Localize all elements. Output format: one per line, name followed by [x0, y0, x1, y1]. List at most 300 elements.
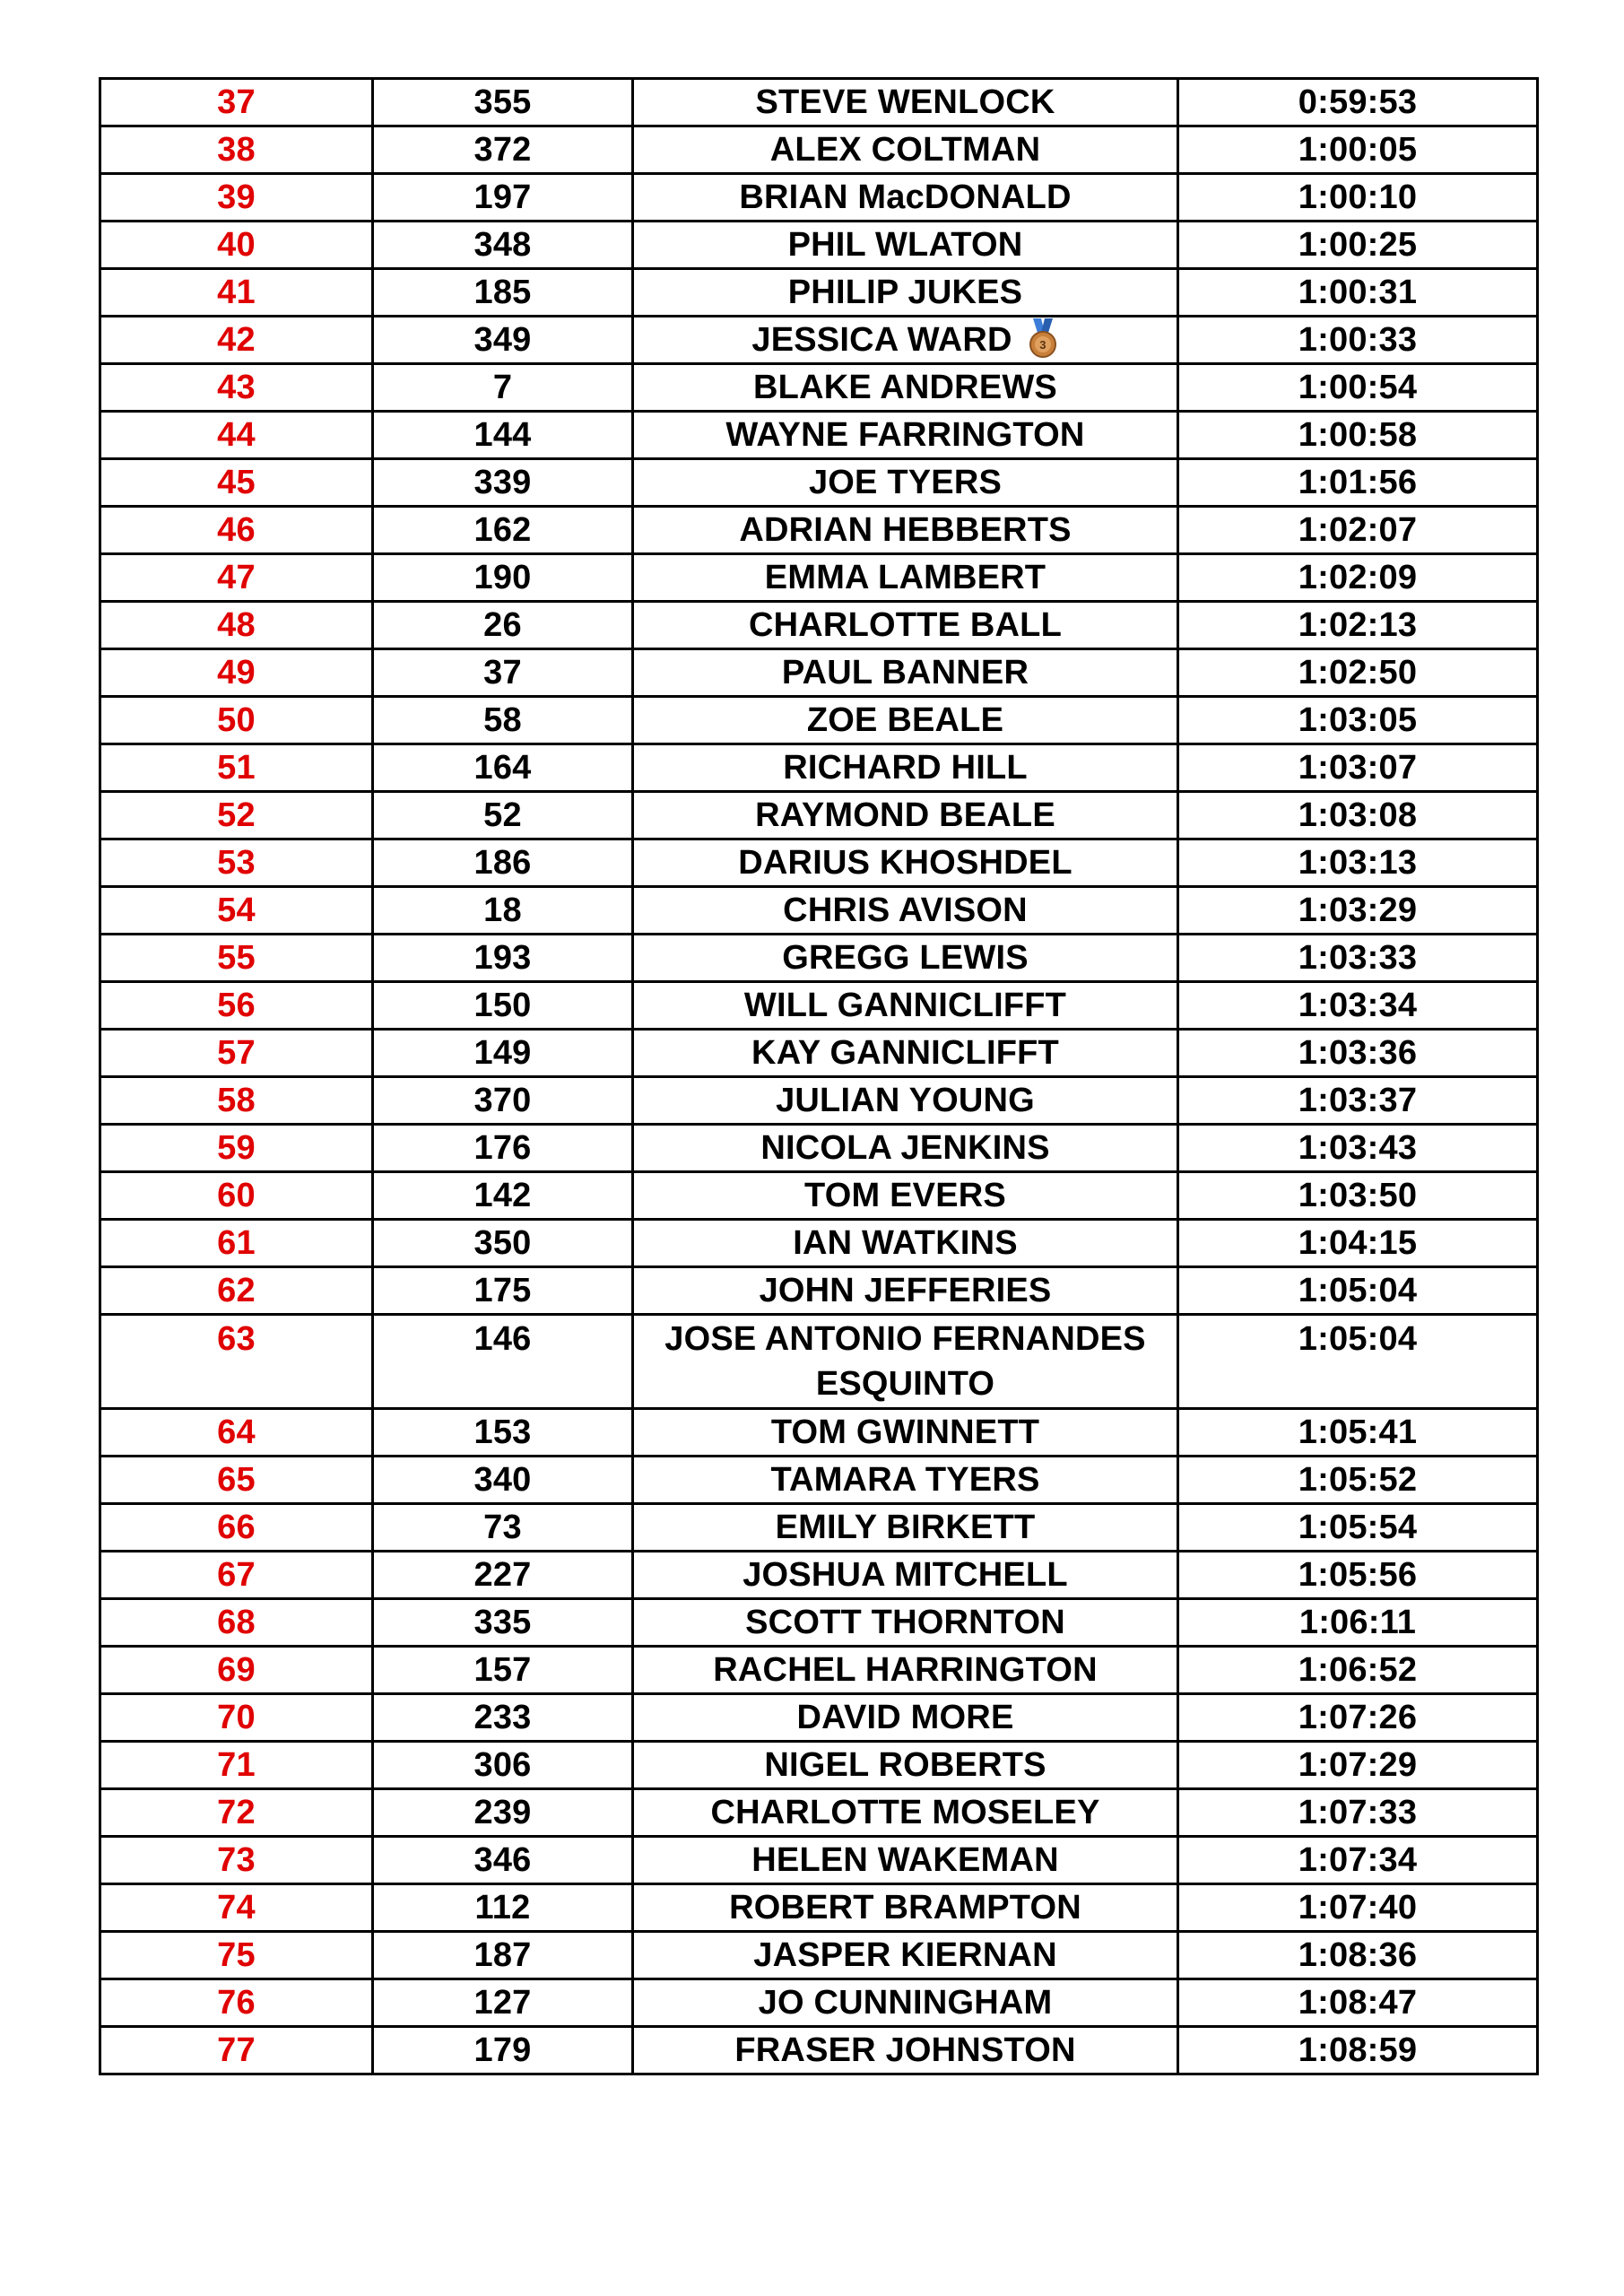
runner-name-cell	[633, 222, 1178, 269]
table-row	[100, 1125, 1538, 1172]
bib-number-text: 112	[474, 1889, 531, 1926]
position-text: 62	[217, 1272, 256, 1309]
bib-number-cell	[373, 602, 633, 649]
table-row	[100, 1267, 1538, 1315]
bib-number-text: 153	[473, 1413, 532, 1451]
runner-name-cell	[633, 697, 1178, 744]
finish-time-text: 1:07:34	[1298, 1841, 1418, 1879]
bib-number-cell	[373, 1125, 633, 1172]
bib-number-text: 175	[473, 1272, 532, 1309]
runner-name-cell	[633, 839, 1178, 887]
position-text: 65	[217, 1461, 256, 1499]
finish-time-cell	[1178, 1220, 1538, 1267]
bib-number-cell	[373, 935, 633, 982]
table-row	[100, 1552, 1538, 1599]
finish-time-text: 1:03:33	[1298, 939, 1418, 977]
bib-number-cell	[373, 1220, 633, 1267]
runner-name-cell	[633, 1599, 1178, 1647]
table-row	[100, 1932, 1538, 1979]
finish-time-cell	[1178, 412, 1538, 459]
runner-name-text: WILL GANNICLIFFT	[743, 987, 1067, 1024]
results-table	[99, 77, 1539, 2075]
table-row	[100, 364, 1538, 412]
finish-time-cell	[1178, 1125, 1538, 1172]
finish-time-text: 1:05:56	[1298, 1556, 1418, 1594]
runner-name-cell	[633, 1030, 1178, 1077]
runner-name-cell	[633, 126, 1178, 174]
position-text: 39	[217, 178, 256, 216]
runner-name-cell	[633, 1172, 1178, 1220]
position-cell	[100, 935, 373, 982]
bib-number-cell	[373, 1837, 633, 1884]
runner-name-cell	[633, 1125, 1178, 1172]
table-row	[100, 126, 1538, 174]
position-text: 61	[217, 1224, 256, 1262]
bib-number-text: 233	[473, 1699, 532, 1736]
runner-name-text: TOM EVERS	[804, 1177, 1006, 1214]
runner-name-text: FRASER JOHNSTON	[734, 2031, 1076, 2069]
bib-number-text: 185	[473, 274, 532, 311]
bib-number-text: 52	[483, 796, 522, 834]
runner-name-text: PAUL BANNER	[781, 654, 1029, 691]
table-row	[100, 1030, 1538, 1077]
bib-number-cell	[373, 1267, 633, 1315]
medal-number: 3	[1038, 337, 1046, 352]
position-cell	[100, 602, 373, 649]
bib-number-text: 349	[473, 321, 532, 359]
position-cell	[100, 1599, 373, 1647]
runner-name-cell	[633, 507, 1178, 554]
bib-number-cell	[373, 317, 633, 364]
runner-name-cell	[633, 269, 1178, 317]
runner-name-text: JASPER KIERNAN	[753, 1936, 1057, 1974]
position-text: 77	[217, 2031, 256, 2069]
runner-name-cell	[633, 1932, 1178, 1979]
finish-time-text: 1:00:58	[1298, 416, 1418, 454]
position-text: 67	[217, 1556, 256, 1594]
runner-name-text: EMILY BIRKETT	[775, 1509, 1036, 1546]
runner-name-text: PHILIP JUKES	[787, 274, 1023, 311]
bib-number-cell	[373, 1552, 633, 1599]
runner-name-text: TAMARA TYERS	[770, 1461, 1040, 1499]
position-text: 57	[217, 1034, 256, 1072]
finish-time-cell	[1178, 1172, 1538, 1220]
bib-number-cell	[373, 697, 633, 744]
runner-name-text: EMMA LAMBERT	[764, 559, 1046, 596]
table-row	[100, 839, 1538, 887]
position-cell	[100, 887, 373, 935]
table-row	[100, 697, 1538, 744]
table-row	[100, 79, 1538, 126]
runner-name-text: RICHARD HILL	[783, 749, 1028, 787]
runner-name-cell	[633, 982, 1178, 1030]
runner-name-text: RAYMOND BEALE	[755, 796, 1055, 834]
position-cell	[100, 317, 373, 364]
table-row	[100, 222, 1538, 269]
position-text: 44	[217, 416, 256, 454]
runner-name-cell	[633, 887, 1178, 935]
bib-number-text: 58	[483, 701, 522, 739]
finish-time-text: 1:03:08	[1298, 796, 1418, 834]
table-row	[100, 1077, 1538, 1125]
bib-number-text: 162	[473, 511, 532, 549]
finish-time-text: 1:00:31	[1298, 274, 1418, 311]
position-text: 38	[217, 131, 256, 169]
runner-name-cell	[633, 1315, 1178, 1409]
runner-name-text: ADRIAN HEBBERTS	[739, 511, 1072, 549]
finish-time-text: 1:00:54	[1298, 369, 1418, 406]
bib-number-cell	[373, 554, 633, 602]
bib-number-cell	[373, 649, 633, 697]
position-cell	[100, 1789, 373, 1837]
position-text: 69	[217, 1651, 256, 1689]
finish-time-cell	[1178, 269, 1538, 317]
position-text: 45	[217, 464, 256, 501]
runner-name-text: STEVE WENLOCK	[755, 83, 1055, 121]
bib-number-cell	[373, 1315, 633, 1409]
runner-name-text: PHIL WLATON	[787, 226, 1023, 264]
bib-number-text: 227	[473, 1556, 532, 1594]
bib-number-cell	[373, 1030, 633, 1077]
runner-name-cell	[633, 792, 1178, 839]
finish-time-cell	[1178, 554, 1538, 602]
finish-time-cell	[1178, 792, 1538, 839]
finish-time-cell	[1178, 317, 1538, 364]
position-cell	[100, 744, 373, 792]
finish-time-cell	[1178, 1742, 1538, 1789]
runner-name-cell	[633, 1504, 1178, 1552]
position-cell	[100, 1267, 373, 1315]
finish-time-cell	[1178, 1457, 1538, 1504]
runner-name-text: IAN WATKINS	[793, 1224, 1018, 1262]
bib-number-cell	[373, 222, 633, 269]
bib-number-text: 372	[473, 131, 532, 169]
position-cell	[100, 839, 373, 887]
position-text: 46	[217, 511, 256, 549]
runner-name-cell	[633, 1647, 1178, 1694]
bib-number-text: 340	[473, 1461, 532, 1499]
finish-time-text: 1:02:50	[1298, 654, 1418, 691]
runner-name-cell	[633, 744, 1178, 792]
position-text: 64	[217, 1413, 256, 1451]
position-cell	[100, 1837, 373, 1884]
bib-number-text: 176	[473, 1129, 532, 1167]
bib-number-text: 7	[492, 369, 513, 406]
position-text: 54	[217, 891, 256, 929]
position-text: 50	[217, 701, 256, 739]
bib-number-text: 18	[483, 891, 522, 929]
bib-number-text: 348	[473, 226, 532, 264]
finish-time-cell	[1178, 1267, 1538, 1315]
bib-number-text: 197	[473, 178, 532, 216]
table-row	[100, 1457, 1538, 1504]
position-text: 42	[217, 321, 256, 359]
bib-number-cell	[373, 744, 633, 792]
bib-number-cell	[373, 2027, 633, 2074]
bib-number-text: 157	[473, 1651, 532, 1689]
position-text: 59	[217, 1129, 256, 1167]
runner-name-cell	[633, 174, 1178, 222]
position-text: 72	[217, 1794, 256, 1831]
position-text: 40	[217, 226, 256, 264]
runner-name-text: CHARLOTTE MOSELEY	[710, 1794, 1100, 1831]
bib-number-text: 26	[483, 606, 522, 644]
finish-time-text: 1:03:29	[1298, 891, 1418, 929]
table-row	[100, 1884, 1538, 1932]
position-cell	[100, 1077, 373, 1125]
finish-time-text: 1:06:11	[1298, 1604, 1417, 1641]
table-row	[100, 1504, 1538, 1552]
table-row	[100, 1979, 1538, 2027]
runner-name-text: DAVID MORE	[796, 1699, 1014, 1736]
bib-number-cell	[373, 1884, 633, 1932]
runner-name-cell	[633, 1789, 1178, 1837]
runner-name-cell	[633, 1409, 1178, 1457]
bib-number-cell	[373, 1077, 633, 1125]
position-text: 73	[217, 1841, 256, 1879]
table-row	[100, 887, 1538, 935]
position-cell	[100, 1457, 373, 1504]
finish-time-cell	[1178, 1077, 1538, 1125]
table-row	[100, 792, 1538, 839]
bib-number-text: 355	[473, 83, 532, 121]
position-text: 66	[217, 1509, 256, 1546]
position-cell	[100, 697, 373, 744]
position-cell	[100, 222, 373, 269]
finish-time-cell	[1178, 1979, 1538, 2027]
position-text: 49	[217, 654, 256, 691]
runner-name-text: NICOLA JENKINS	[760, 1129, 1050, 1167]
position-cell	[100, 982, 373, 1030]
runner-name-cell	[633, 1220, 1178, 1267]
runner-name-text: JOSE ANTONIO FERNANDES ESQUINTO	[664, 1320, 1146, 1403]
position-text: 53	[217, 844, 256, 882]
finish-time-text: 1:03:43	[1298, 1129, 1418, 1167]
bib-number-cell	[373, 1599, 633, 1647]
bib-number-cell	[373, 839, 633, 887]
finish-time-cell	[1178, 697, 1538, 744]
bib-number-text: 144	[473, 416, 532, 454]
table-row	[100, 1172, 1538, 1220]
runner-name-text: BLAKE ANDREWS	[753, 369, 1057, 406]
finish-time-text: 1:08:47	[1298, 1984, 1418, 2022]
table-row	[100, 459, 1538, 507]
finish-time-text: 1:04:15	[1298, 1224, 1418, 1262]
finish-time-text: 1:03:34	[1298, 987, 1418, 1024]
runner-name-cell	[633, 1077, 1178, 1125]
finish-time-text: 1:00:05	[1298, 131, 1418, 169]
bib-number-cell	[373, 459, 633, 507]
bib-number-text: 127	[473, 1984, 532, 2022]
position-cell	[100, 174, 373, 222]
bib-number-cell	[373, 1647, 633, 1694]
table-row	[100, 602, 1538, 649]
finish-time-cell	[1178, 2027, 1538, 2074]
position-cell	[100, 1030, 373, 1077]
table-row	[100, 1647, 1538, 1694]
finish-time-text: 1:00:25	[1298, 226, 1418, 264]
bronze-medal-icon	[1027, 318, 1059, 360]
position-cell	[100, 1742, 373, 1789]
position-text: 75	[217, 1936, 256, 1974]
position-cell	[100, 269, 373, 317]
bib-number-cell	[373, 364, 633, 412]
position-text: 58	[217, 1082, 256, 1119]
runner-name-text: RACHEL HARRINGTON	[713, 1651, 1098, 1689]
table-row	[100, 1315, 1538, 1409]
runner-name-cell	[633, 317, 1178, 364]
finish-time-text: 1:02:07	[1298, 511, 1418, 549]
bib-number-text: 37	[483, 654, 522, 691]
table-row	[100, 1599, 1538, 1647]
finish-time-cell	[1178, 1932, 1538, 1979]
bib-number-cell	[373, 126, 633, 174]
bib-number-text: 187	[473, 1936, 532, 1974]
bib-number-text: 179	[473, 2031, 532, 2069]
runner-name-text: ZOE BEALE	[806, 701, 1004, 739]
bib-number-cell	[373, 79, 633, 126]
position-cell	[100, 649, 373, 697]
finish-time-text: 1:07:33	[1298, 1794, 1418, 1831]
results-body	[100, 79, 1538, 2074]
finish-time-cell	[1178, 1315, 1538, 1409]
position-text: 51	[217, 749, 256, 787]
runner-name-cell	[633, 1884, 1178, 1932]
finish-time-cell	[1178, 744, 1538, 792]
finish-time-text: 1:05:04	[1298, 1320, 1418, 1358]
finish-time-text: 1:08:36	[1298, 1936, 1418, 1974]
runner-name-cell	[633, 1742, 1178, 1789]
runner-name-text: ALEX COLTMAN	[769, 131, 1041, 169]
position-cell	[100, 1220, 373, 1267]
position-cell	[100, 1125, 373, 1172]
bib-number-text: 73	[483, 1509, 522, 1546]
position-text: 71	[217, 1746, 256, 1784]
bib-number-cell	[373, 792, 633, 839]
runner-name-cell	[633, 1979, 1178, 2027]
finish-time-text: 1:05:04	[1298, 1272, 1418, 1309]
runner-name-text: KAY GANNICLIFFT	[751, 1034, 1059, 1072]
finish-time-text: 1:06:52	[1298, 1651, 1418, 1689]
finish-time-cell	[1178, 602, 1538, 649]
finish-time-text: 1:03:37	[1298, 1082, 1418, 1119]
bib-number-cell	[373, 1932, 633, 1979]
runner-name-text: JESSICA WARD	[751, 321, 1012, 359]
bib-number-cell	[373, 1172, 633, 1220]
runner-name-cell	[633, 1457, 1178, 1504]
table-row	[100, 1220, 1538, 1267]
runner-name-text: SCOTT THORNTON	[745, 1604, 1065, 1641]
bib-number-cell	[373, 1409, 633, 1457]
bib-number-text: 239	[473, 1794, 532, 1831]
position-text: 43	[217, 369, 256, 406]
finish-time-cell	[1178, 364, 1538, 412]
finish-time-text: 1:07:26	[1298, 1699, 1418, 1736]
finish-time-text: 1:03:05	[1298, 701, 1418, 739]
finish-time-cell	[1178, 1552, 1538, 1599]
runner-name-cell	[633, 79, 1178, 126]
runner-name-text: NIGEL ROBERTS	[764, 1746, 1046, 1784]
table-row	[100, 412, 1538, 459]
bib-number-text: 346	[473, 1841, 532, 1879]
runner-name-text: JOSHUA MITCHELL	[743, 1556, 1068, 1594]
runner-name-cell	[633, 1552, 1178, 1599]
position-text: 76	[217, 1984, 256, 2022]
bib-number-text: 164	[473, 749, 532, 787]
position-cell	[100, 1504, 373, 1552]
position-text: 74	[217, 1889, 256, 1926]
runner-name-cell	[633, 1694, 1178, 1742]
bib-number-text: 193	[473, 939, 532, 977]
finish-time-text: 1:00:10	[1298, 178, 1418, 216]
position-text: 56	[217, 987, 256, 1024]
position-cell	[100, 1172, 373, 1220]
position-cell	[100, 412, 373, 459]
finish-time-text: 0:59:53	[1298, 83, 1418, 121]
table-row	[100, 2027, 1538, 2074]
finish-time-cell	[1178, 1030, 1538, 1077]
position-text: 68	[217, 1604, 256, 1641]
finish-time-text: 1:08:59	[1298, 2031, 1418, 2069]
bib-number-cell	[373, 1742, 633, 1789]
runner-name-cell	[633, 459, 1178, 507]
position-cell	[100, 1884, 373, 1932]
runner-name-text: WAYNE FARRINGTON	[725, 416, 1085, 454]
bib-number-text: 190	[473, 559, 532, 596]
table-row	[100, 507, 1538, 554]
finish-time-cell	[1178, 507, 1538, 554]
runner-name-cell	[633, 364, 1178, 412]
bib-number-cell	[373, 174, 633, 222]
bib-number-cell	[373, 269, 633, 317]
bib-number-text: 306	[473, 1746, 532, 1784]
runner-name-cell	[633, 935, 1178, 982]
runner-name-cell	[633, 2027, 1178, 2074]
table-row	[100, 554, 1538, 602]
bib-number-cell	[373, 887, 633, 935]
runner-name-text: ROBERT BRAMPTON	[729, 1889, 1081, 1926]
position-cell	[100, 554, 373, 602]
runner-name-text: HELEN WAKEMAN	[751, 1841, 1059, 1879]
position-cell	[100, 1409, 373, 1457]
finish-time-cell	[1178, 935, 1538, 982]
position-cell	[100, 126, 373, 174]
table-row	[100, 317, 1538, 364]
finish-time-cell	[1178, 174, 1538, 222]
position-text: 48	[217, 606, 256, 644]
finish-time-text: 1:05:54	[1298, 1509, 1418, 1546]
bib-number-cell	[373, 412, 633, 459]
finish-time-text: 1:07:29	[1298, 1746, 1418, 1784]
finish-time-cell	[1178, 1599, 1538, 1647]
bib-number-text: 150	[473, 987, 532, 1024]
runner-name-text: DARIUS KHOSHDEL	[738, 844, 1073, 882]
runner-name-text: BRIAN MacDONALD	[739, 178, 1072, 216]
finish-time-cell	[1178, 126, 1538, 174]
position-text: 52	[217, 796, 256, 834]
position-cell	[100, 1694, 373, 1742]
position-text: 41	[217, 274, 256, 311]
runner-name-cell	[633, 554, 1178, 602]
bib-number-text: 186	[473, 844, 532, 882]
bib-number-cell	[373, 1789, 633, 1837]
table-row	[100, 1789, 1538, 1837]
runner-name-text: JOE TYERS	[808, 464, 1003, 501]
finish-time-cell	[1178, 79, 1538, 126]
position-text: 47	[217, 559, 256, 596]
runner-name-cell	[633, 1837, 1178, 1884]
finish-time-text: 1:03:07	[1298, 749, 1418, 787]
